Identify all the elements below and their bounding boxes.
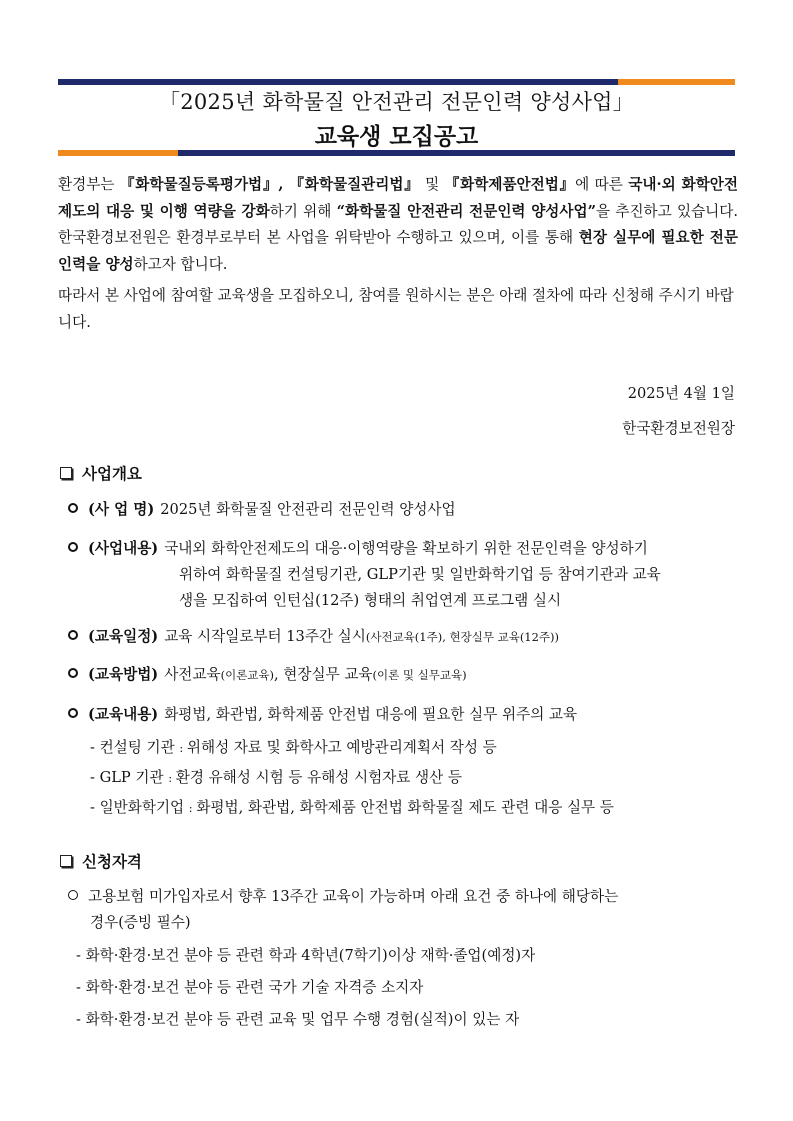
title-bottom-bar — [58, 150, 735, 156]
organization-name: 한국환경보전원장 — [622, 420, 735, 437]
section-overview-title: 사업개요 — [60, 462, 142, 484]
checkbox-square-icon — [60, 467, 72, 479]
intro-paragraph-1 — [58, 172, 738, 279]
circle-bullet-icon — [68, 630, 78, 640]
eligibility-item-3: - 화학·환경·보건 분야 등 관련 교육 및 업무 수행 경험(실적)이 있는 자 — [76, 1011, 520, 1028]
section-eligibility-title: 신청자격 — [60, 850, 142, 872]
overview-project-name: (사 업 명) 2025년 화학물질 안전관리 전문인력 양성사업 — [66, 497, 746, 523]
intro-text-segment: 을 추진하고 있습니다. 한국환경보전원은 환경부로부터 본 사업을 위탁받아 수행하고 있으며, 이를 통해 — [58, 202, 739, 247]
announcement-date: 2025년 4월 1일 — [627, 385, 735, 402]
intro-emphasis: “화학물질 안전관리 전문인력 양성사업” — [336, 202, 596, 220]
intro-emphasis: 국내·외 화학안전제도의 대응 및 이행 역량을 강화 — [58, 176, 738, 220]
edu-item-consulting: - 컨설팅 기관 : 위해성 자료 및 화학사고 예방관리계획서 작성 등 — [90, 739, 497, 756]
intro-text-segment: 하고자 합니다. — [133, 256, 228, 274]
overview-schedule: (교육일정) 교육 시작일로부터 13주간 실시(사전교육(1주), 현장실무 교육(12주)) — [66, 624, 746, 650]
circle-bullet-icon — [68, 668, 78, 678]
circle-bullet-icon — [68, 503, 78, 513]
eligibility-main: 고용보험 미가입자로서 향후 13주간 교육이 가능하며 아래 요건 중 하나에 해당하는 경우(증빙 필수) — [66, 884, 746, 936]
title-top-bar — [58, 79, 735, 85]
intro-emphasis: 『화학물질등록평가법』, 『화학물질관리법』 — [119, 176, 420, 193]
title-line-1: 「2025년 화학물질 안전관리 전문인력 양성사업」 — [158, 90, 635, 114]
intro-paragraph-2: 따라서 본 사업에 참여할 교육생을 모집하오니, 참여를 원하시는 분은 아래 절차에 따라 신청해 주시기 바랍니다. — [58, 286, 734, 331]
overview-method: (교육방법) 사전교육(이론교육), 현장실무 교육(이론 및 실무교육) — [66, 662, 746, 688]
title-line-2: 교육생 모집공고 — [314, 123, 479, 150]
intro-text — [58, 172, 738, 336]
intro-text-segment: 및 — [419, 176, 445, 193]
overview-education-content: (교육내용) 화평법, 화관법, 화학제품 안전법 대응에 필요한 실무 위주의 교육 — [66, 702, 746, 728]
intro-text-segment: 환경부는 — [58, 176, 120, 193]
overview-project-content: (사업내용) 국내외 화학안전제도의 대응·이행역량을 확보하기 위한 전문인력을 양성하기 위하여 화학물질 컨설팅기관, GLP기관 및 일반화학기업 등 참여기관과 교육 생을 모집하여 인턴십(12주) 형태의 취업연계 프로그램 실시 — [66, 536, 746, 614]
intro-emphasis: 『화학제품안전법』 — [444, 176, 576, 193]
circle-bullet-icon — [68, 542, 78, 552]
edu-item-glp: - GLP 기관 : 환경 유해성 시험 등 유해성 시험자료 생산 등 — [90, 769, 462, 786]
eligibility-item-2: - 화학·환경·보건 분야 등 관련 국가 기술 자격증 소지자 — [76, 979, 424, 996]
intro-emphasis: 현장 실무에 필요한 전문인력을 양성 — [58, 229, 738, 274]
circle-bullet-icon — [68, 708, 78, 718]
circle-bullet-icon — [68, 890, 78, 900]
intro-text-segment: 에 따른 — [575, 176, 629, 193]
edu-item-chemical-company: - 일반화학기업 : 화평법, 화관법, 화학제품 안전법 화학물질 제도 관련 대응 실무 등 — [90, 799, 614, 816]
checkbox-square-icon — [60, 855, 72, 867]
eligibility-item-1: - 화학·환경·보건 분야 등 관련 학과 4학년(7학기)이상 재학·졸업(예정)자 — [76, 947, 536, 964]
intro-text-segment: 하기 위해 — [269, 202, 337, 220]
